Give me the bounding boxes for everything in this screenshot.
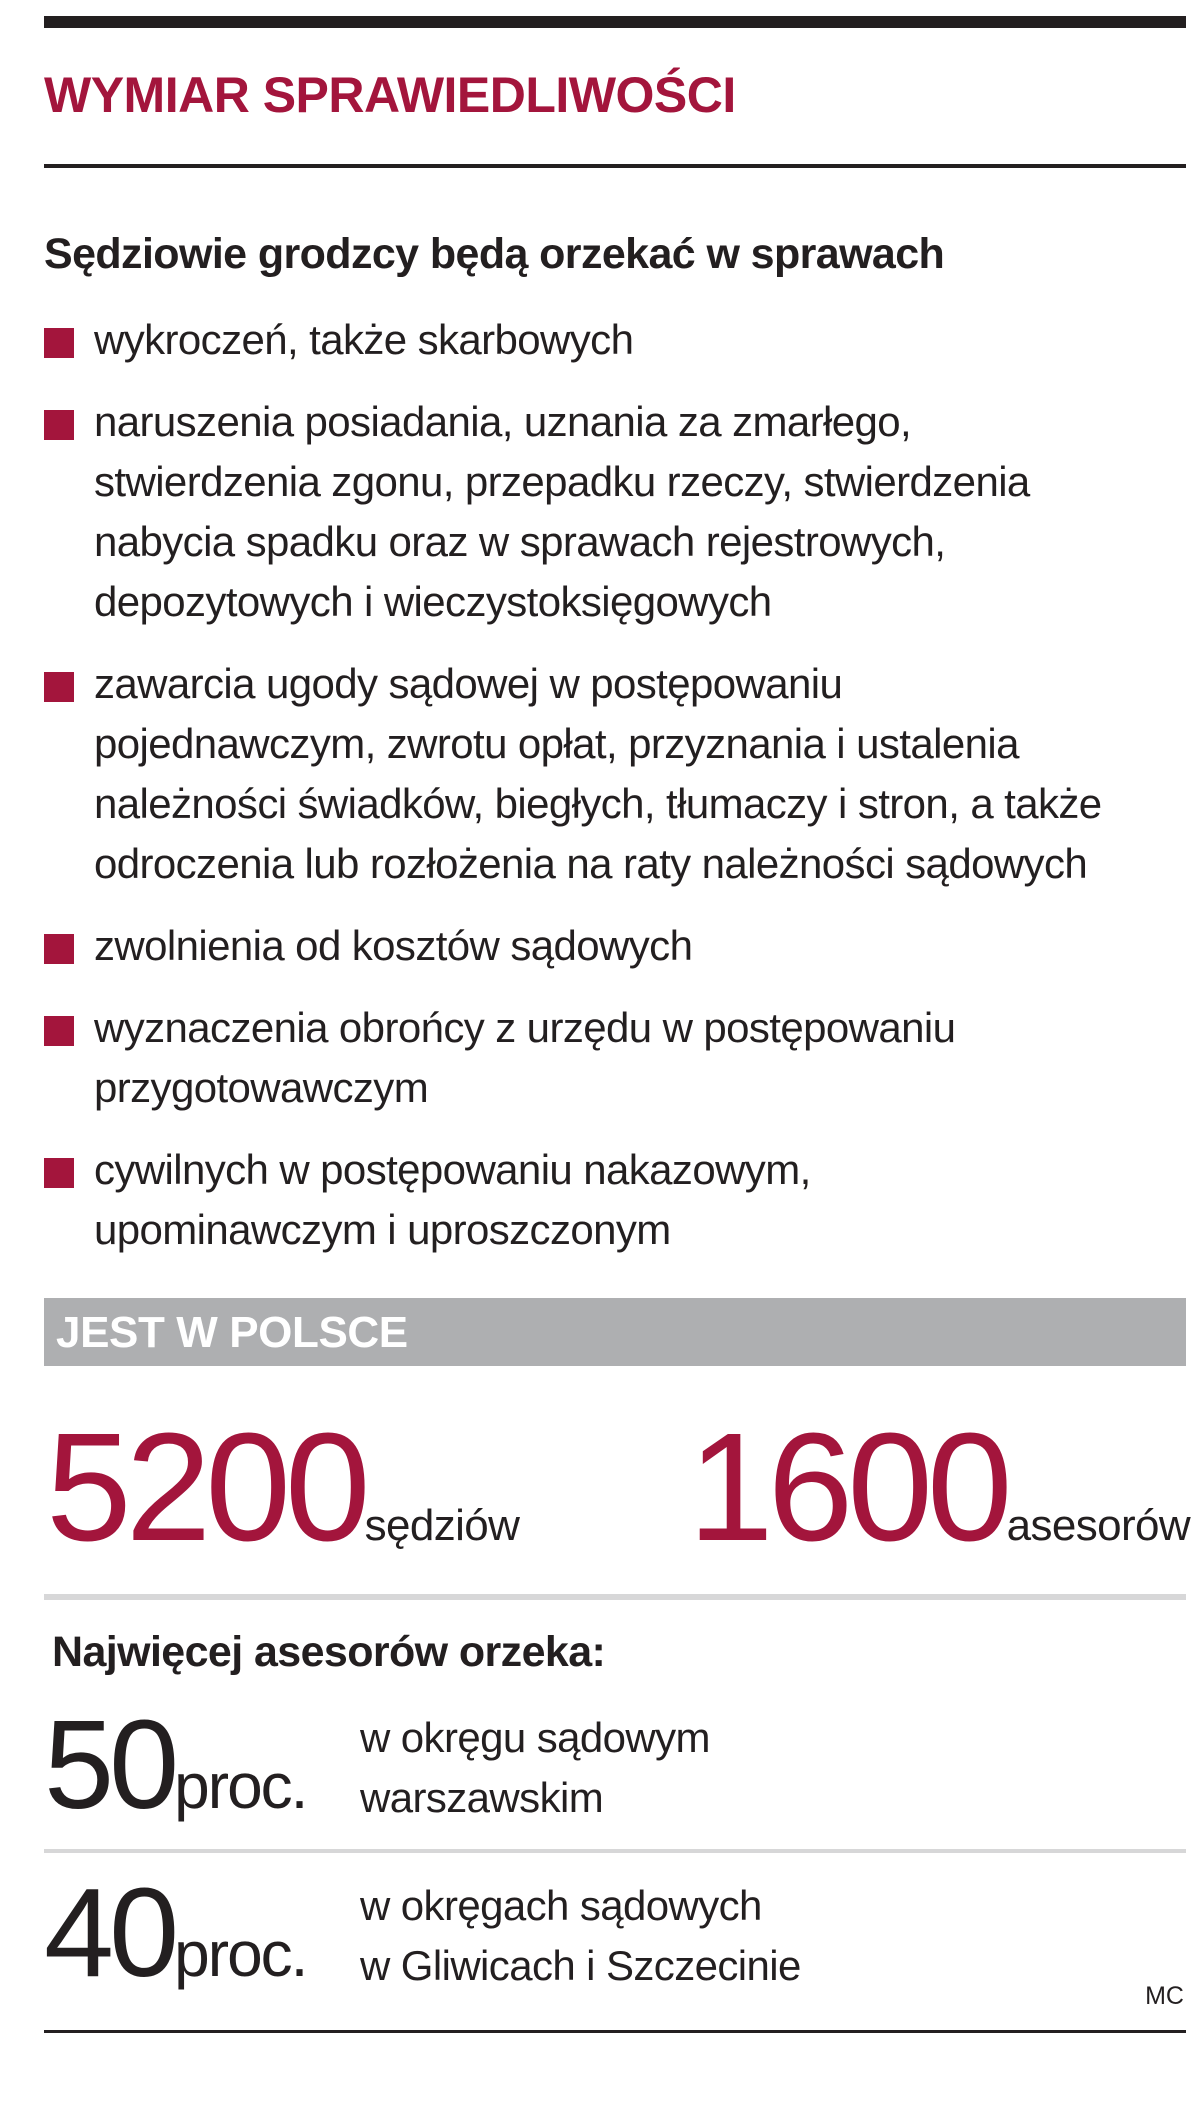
section-heading-assessors: Najwięcej asesorów orzeka:: [52, 1628, 606, 1676]
list-item: [44, 392, 1194, 632]
description-line: w Gliwicach i Szczecinie: [360, 1942, 801, 1989]
list-item: [44, 310, 1194, 370]
divider: [44, 1594, 1186, 1600]
list-item-text: nabycia spadku oraz w sprawach rejestrowych,: [94, 518, 946, 565]
list-item-text: cywilnych w postępowaniu nakazowym,: [94, 1146, 811, 1193]
list-item-text: wyznaczenia obrońcy z urzędu w postępowaniu: [94, 1004, 956, 1051]
percent-unit: proc.: [174, 1918, 307, 1990]
percent-description: [360, 1876, 801, 1996]
title-divider: [44, 164, 1186, 168]
list-item-text: wykroczeń, także skarbowych: [94, 316, 634, 363]
stat-unit: asesorów: [1006, 1501, 1191, 1550]
band-label: JEST W POLSCE: [56, 1308, 408, 1357]
page-title: WYMIAR SPRAWIEDLIWOŚCI: [44, 67, 736, 123]
top-rule: [44, 16, 1186, 28]
bullet-square-icon: [44, 672, 74, 702]
percent-unit: proc.: [174, 1750, 307, 1822]
list-item: [44, 916, 1194, 976]
bullet-square-icon: [44, 328, 74, 358]
stat-judges: [46, 1401, 520, 1573]
percent-value: 40: [44, 1862, 175, 2003]
list-item-text: stwierdzenia zgonu, przepadku rzeczy, stwierdzenia: [94, 458, 1030, 505]
list-item-text: naruszenia posiadania, uznania za zmarłego,: [94, 398, 912, 445]
section-heading-judges: Sędziowie grodzcy będą orzekać w sprawach: [44, 230, 945, 278]
case-types-list: [44, 310, 1194, 1282]
percent-stat: [44, 1694, 307, 1835]
list-item: [44, 1140, 1194, 1260]
list-item-text: odroczenia lub rozłożenia na raty należności sądowych: [94, 840, 1088, 887]
percent-stat: [44, 1862, 307, 2003]
list-item: [44, 998, 1194, 1118]
list-item-text: zawarcia ugody sądowej w postępowaniu: [94, 660, 843, 707]
source-credit: MC: [1145, 1982, 1184, 2010]
stat-value: 1600: [688, 1401, 1007, 1573]
bullet-square-icon: [44, 1158, 74, 1188]
description-line: w okręgach sądowych: [360, 1882, 762, 1929]
bottom-rule: [44, 2030, 1186, 2033]
stat-assessors: [688, 1401, 1191, 1573]
bullet-square-icon: [44, 1016, 74, 1046]
description-line: warszawskim: [360, 1774, 604, 1821]
bullet-square-icon: [44, 410, 74, 440]
list-item-text: przygotowawczym: [94, 1064, 429, 1111]
list-item-text: należności świadków, biegłych, tłumaczy i stron, a także: [94, 780, 1102, 827]
percent-value: 50: [44, 1694, 175, 1835]
description-line: w okręgu sądowym: [360, 1714, 710, 1761]
divider: [44, 1849, 1186, 1853]
bullet-square-icon: [44, 934, 74, 964]
list-item-text: pojednawczym, zwrotu opłat, przyznania i ustalenia: [94, 720, 1019, 767]
list-item-text: zwolnienia od kosztów sądowych: [94, 922, 693, 969]
stat-unit: sędziów: [364, 1501, 520, 1550]
stat-value: 5200: [46, 1401, 365, 1573]
percent-description: [360, 1708, 710, 1828]
list-item-text: upominawczym i uproszczonym: [94, 1206, 671, 1253]
list-item-text: depozytowych i wieczystoksięgowych: [94, 578, 772, 625]
section-band: [44, 1298, 1186, 1366]
list-item: [44, 654, 1194, 894]
